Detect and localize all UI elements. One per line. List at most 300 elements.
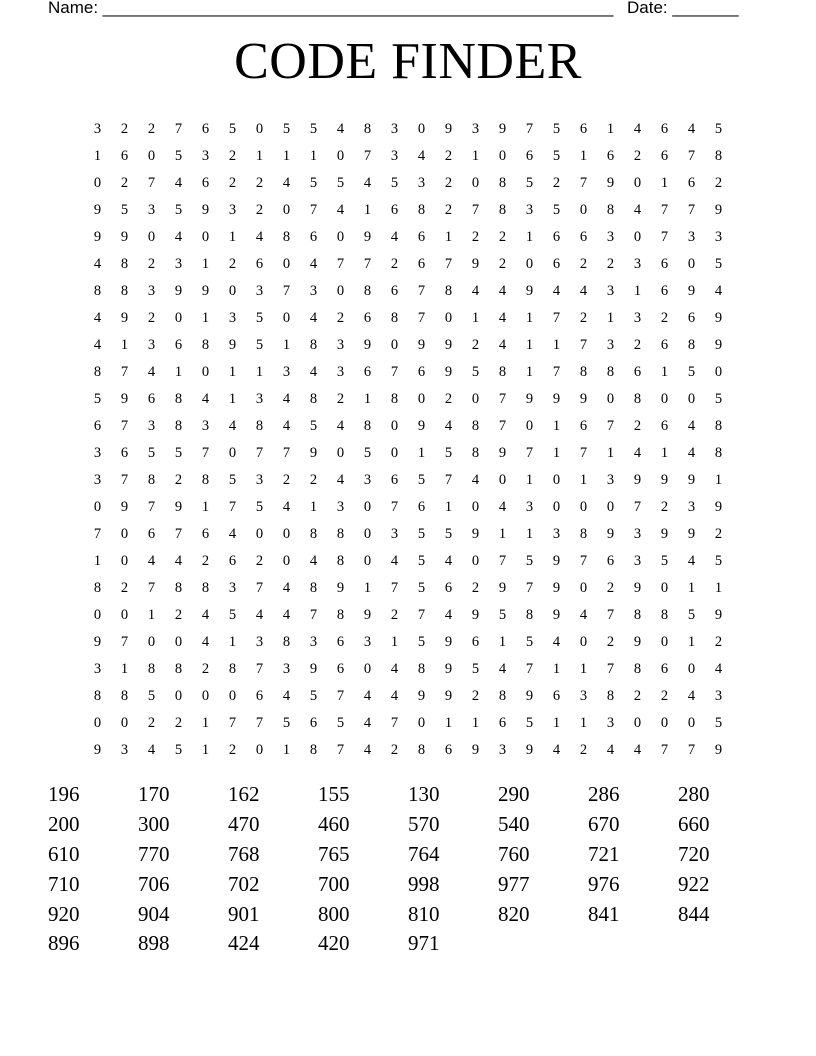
code-item: 765	[318, 841, 350, 866]
grid-cell: 3	[255, 634, 264, 650]
grid-cell: 4	[282, 688, 291, 704]
grid-cell: 1	[660, 364, 669, 380]
grid-cell: 8	[201, 472, 210, 488]
grid-cell: 5	[282, 715, 291, 731]
grid-cell: 5	[417, 472, 426, 488]
grid-cell: 1	[444, 229, 453, 245]
grid-cell: 0	[471, 553, 480, 569]
grid-cell: 7	[606, 661, 615, 677]
grid-cell: 6	[417, 256, 426, 272]
grid-cell: 3	[93, 661, 102, 677]
grid-cell: 8	[309, 526, 318, 542]
grid-cell: 6	[201, 175, 210, 191]
grid-cell: 4	[309, 310, 318, 326]
grid-cell: 4	[390, 661, 399, 677]
code-item: 760	[498, 841, 530, 866]
grid-cell: 2	[309, 472, 318, 488]
grid-cell: 7	[417, 607, 426, 623]
grid-cell: 4	[282, 499, 291, 515]
grid-cell: 1	[552, 661, 561, 677]
grid-cell: 7	[471, 202, 480, 218]
grid-cell: 4	[579, 607, 588, 623]
grid-cell: 6	[390, 202, 399, 218]
grid-cell: 4	[255, 607, 264, 623]
grid-cell: 1	[471, 148, 480, 164]
grid-cell: 4	[687, 445, 696, 461]
grid-cell: 7	[498, 553, 507, 569]
grid-cell: 9	[525, 742, 534, 758]
grid-cell: 0	[687, 661, 696, 677]
grid-cell: 4	[444, 607, 453, 623]
grid-cell: 8	[633, 661, 642, 677]
grid-cell: 2	[174, 607, 183, 623]
grid-cell: 0	[228, 283, 237, 299]
grid-cell: 8	[525, 607, 534, 623]
grid-cell: 4	[633, 742, 642, 758]
grid-row	[84, 656, 732, 683]
grid-cell: 6	[417, 499, 426, 515]
grid-row	[84, 548, 732, 575]
grid-cell: 2	[471, 688, 480, 704]
grid-cell: 6	[93, 418, 102, 434]
grid-cell: 0	[255, 526, 264, 542]
grid-cell: 1	[525, 337, 534, 353]
grid-cell: 5	[552, 121, 561, 137]
grid-cell: 3	[687, 499, 696, 515]
grid-cell: 3	[471, 121, 480, 137]
grid-cell: 7	[309, 607, 318, 623]
grid-cell: 5	[525, 553, 534, 569]
grid-cell: 7	[174, 526, 183, 542]
grid-cell: 2	[633, 688, 642, 704]
grid-cell: 1	[363, 202, 372, 218]
grid-cell: 2	[444, 175, 453, 191]
grid-cell: 3	[255, 391, 264, 407]
grid-cell: 1	[579, 661, 588, 677]
grid-cell: 1	[525, 364, 534, 380]
grid-cell: 1	[606, 121, 615, 137]
grid-cell: 4	[309, 256, 318, 272]
grid-cell: 4	[282, 607, 291, 623]
grid-cell: 1	[633, 283, 642, 299]
grid-row	[84, 170, 732, 197]
grid-cell: 2	[606, 580, 615, 596]
grid-cell: 6	[687, 310, 696, 326]
grid-cell: 1	[390, 634, 399, 650]
grid-cell: 4	[363, 715, 372, 731]
grid-cell: 0	[363, 553, 372, 569]
grid-cell: 0	[120, 553, 129, 569]
grid-cell: 8	[174, 661, 183, 677]
grid-cell: 8	[228, 661, 237, 677]
grid-cell: 0	[390, 445, 399, 461]
grid-cell: 8	[579, 526, 588, 542]
grid-cell: 7	[201, 445, 210, 461]
grid-cell: 4	[417, 148, 426, 164]
grid-cell: 5	[228, 472, 237, 488]
grid-row	[84, 413, 732, 440]
grid-cell: 0	[471, 499, 480, 515]
code-item: 424	[228, 931, 260, 956]
grid-cell: 8	[363, 418, 372, 434]
grid-cell: 4	[714, 661, 723, 677]
grid-cell: 2	[579, 742, 588, 758]
grid-cell: 7	[309, 202, 318, 218]
grid-cell: 9	[498, 580, 507, 596]
grid-cell: 8	[606, 364, 615, 380]
grid-cell: 4	[552, 634, 561, 650]
grid-cell: 8	[93, 283, 102, 299]
grid-cell: 7	[552, 364, 561, 380]
grid-cell: 2	[660, 688, 669, 704]
grid-cell: 2	[390, 607, 399, 623]
code-item: 130	[408, 782, 440, 807]
grid-cell: 9	[498, 445, 507, 461]
grid-cell: 9	[120, 499, 129, 515]
grid-cell: 8	[417, 742, 426, 758]
grid-cell: 8	[363, 121, 372, 137]
grid-cell: 6	[147, 391, 156, 407]
grid-cell: 4	[687, 688, 696, 704]
grid-cell: 7	[444, 472, 453, 488]
code-item: 300	[138, 812, 170, 837]
grid-cell: 0	[174, 310, 183, 326]
grid-cell: 1	[471, 310, 480, 326]
grid-cell: 0	[363, 526, 372, 542]
grid-cell: 9	[120, 391, 129, 407]
grid-cell: 0	[633, 175, 642, 191]
grid-cell: 7	[120, 364, 129, 380]
code-item: 162	[228, 782, 260, 807]
grid-cell: 7	[579, 337, 588, 353]
grid-cell: 3	[525, 202, 534, 218]
code-item: 660	[678, 812, 710, 837]
grid-row	[84, 467, 732, 494]
grid-cell: 5	[228, 121, 237, 137]
grid-cell: 6	[552, 229, 561, 245]
grid-cell: 1	[606, 310, 615, 326]
grid-cell: 5	[147, 688, 156, 704]
grid-cell: 8	[309, 391, 318, 407]
grid-cell: 9	[714, 499, 723, 515]
grid-cell: 0	[579, 202, 588, 218]
grid-cell: 5	[336, 175, 345, 191]
code-item: 200	[48, 812, 80, 837]
grid-cell: 0	[282, 310, 291, 326]
grid-cell: 1	[147, 607, 156, 623]
grid-row	[84, 278, 732, 305]
grid-cell: 7	[147, 499, 156, 515]
grid-cell: 5	[417, 634, 426, 650]
grid-cell: 1	[660, 445, 669, 461]
grid-cell: 3	[606, 472, 615, 488]
grid-cell: 4	[363, 742, 372, 758]
grid-cell: 5	[552, 148, 561, 164]
grid-cell: 7	[687, 202, 696, 218]
grid-cell: 6	[606, 553, 615, 569]
grid-cell: 6	[363, 310, 372, 326]
grid-cell: 3	[552, 526, 561, 542]
grid-cell: 5	[174, 742, 183, 758]
grid-cell: 9	[363, 229, 372, 245]
grid-cell: 8	[201, 580, 210, 596]
code-item: 706	[138, 871, 170, 896]
grid-row	[84, 224, 732, 251]
grid-cell: 3	[147, 418, 156, 434]
grid-cell: 0	[228, 445, 237, 461]
grid-cell: 9	[714, 337, 723, 353]
grid-cell: 2	[714, 526, 723, 542]
grid-cell: 6	[660, 256, 669, 272]
grid-cell: 4	[498, 499, 507, 515]
grid-cell: 4	[471, 283, 480, 299]
grid-cell: 9	[444, 121, 453, 137]
grid-cell: 7	[390, 580, 399, 596]
grid-cell: 7	[147, 175, 156, 191]
grid-cell: 6	[336, 661, 345, 677]
grid-cell: 9	[714, 742, 723, 758]
grid-cell: 2	[201, 553, 210, 569]
code-item: 470	[228, 812, 260, 837]
grid-cell: 5	[444, 526, 453, 542]
grid-cell: 5	[525, 175, 534, 191]
code-item: 841	[588, 901, 620, 926]
grid-cell: 7	[336, 742, 345, 758]
grid-cell: 1	[579, 715, 588, 731]
code-item: 810	[408, 901, 440, 926]
grid-row	[84, 737, 732, 764]
grid-cell: 0	[579, 634, 588, 650]
grid-cell: 7	[120, 634, 129, 650]
grid-cell: 8	[120, 283, 129, 299]
grid-cell: 1	[714, 472, 723, 488]
code-item: 670	[588, 812, 620, 837]
code-item: 977	[498, 871, 530, 896]
grid-cell: 8	[336, 526, 345, 542]
grid-cell: 7	[390, 499, 399, 515]
code-row	[48, 899, 768, 929]
grid-cell: 9	[309, 445, 318, 461]
grid-cell: 7	[525, 121, 534, 137]
grid-cell: 3	[363, 472, 372, 488]
grid-cell: 1	[444, 715, 453, 731]
grid-row	[84, 710, 732, 737]
grid-cell: 0	[606, 499, 615, 515]
grid-cell: 7	[120, 472, 129, 488]
grid-cell: 4	[606, 742, 615, 758]
grid-cell: 0	[660, 715, 669, 731]
code-row	[48, 810, 768, 840]
grid-cell: 8	[255, 418, 264, 434]
grid-cell: 9	[687, 472, 696, 488]
grid-cell: 4	[444, 418, 453, 434]
grid-cell: 1	[282, 337, 291, 353]
grid-cell: 1	[282, 148, 291, 164]
name-field-label: Name: ______________________________________________________	[48, 0, 614, 17]
grid-cell: 7	[444, 256, 453, 272]
grid-cell: 5	[525, 634, 534, 650]
grid-cell: 8	[120, 688, 129, 704]
grid-cell: 1	[660, 175, 669, 191]
grid-cell: 4	[552, 283, 561, 299]
grid-cell: 0	[120, 607, 129, 623]
grid-cell: 2	[552, 175, 561, 191]
grid-cell: 1	[525, 472, 534, 488]
grid-cell: 9	[552, 607, 561, 623]
grid-cell: 4	[228, 418, 237, 434]
grid-cell: 0	[633, 715, 642, 731]
grid-cell: 7	[336, 256, 345, 272]
grid-cell: 2	[228, 148, 237, 164]
grid-row	[84, 386, 732, 413]
code-item: 998	[408, 871, 440, 896]
grid-cell: 2	[390, 256, 399, 272]
grid-cell: 3	[498, 742, 507, 758]
grid-cell: 9	[444, 634, 453, 650]
grid-cell: 0	[147, 634, 156, 650]
grid-cell: 7	[120, 418, 129, 434]
grid-cell: 8	[309, 580, 318, 596]
grid-cell: 9	[417, 418, 426, 434]
grid-row	[84, 575, 732, 602]
grid-cell: 1	[120, 661, 129, 677]
grid-cell: 7	[255, 715, 264, 731]
grid-cell: 6	[255, 688, 264, 704]
grid-cell: 4	[282, 580, 291, 596]
grid-cell: 0	[174, 688, 183, 704]
grid-cell: 9	[93, 229, 102, 245]
grid-cell: 6	[660, 418, 669, 434]
code-item: 155	[318, 782, 350, 807]
grid-cell: 4	[498, 283, 507, 299]
code-item: 764	[408, 841, 440, 866]
grid-cell: 3	[93, 472, 102, 488]
grid-cell: 3	[633, 553, 642, 569]
grid-cell: 1	[201, 715, 210, 731]
grid-row	[84, 521, 732, 548]
grid-cell: 8	[498, 364, 507, 380]
code-item: 710	[48, 871, 80, 896]
grid-cell: 1	[93, 553, 102, 569]
grid-cell: 0	[525, 418, 534, 434]
grid-cell: 6	[309, 715, 318, 731]
grid-cell: 1	[120, 337, 129, 353]
grid-cell: 1	[363, 580, 372, 596]
grid-row	[84, 305, 732, 332]
grid-cell: 5	[174, 148, 183, 164]
grid-cell: 0	[552, 472, 561, 488]
grid-cell: 8	[633, 391, 642, 407]
grid-cell: 4	[282, 418, 291, 434]
code-item: 196	[48, 782, 80, 807]
grid-cell: 2	[147, 256, 156, 272]
grid-cell: 2	[606, 256, 615, 272]
grid-cell: 8	[363, 283, 372, 299]
grid-cell: 2	[282, 472, 291, 488]
grid-cell: 2	[444, 148, 453, 164]
grid-cell: 9	[174, 283, 183, 299]
grid-cell: 9	[633, 580, 642, 596]
grid-cell: 9	[93, 202, 102, 218]
code-item: 286	[588, 782, 620, 807]
grid-cell: 0	[687, 391, 696, 407]
grid-cell: 8	[714, 418, 723, 434]
grid-cell: 5	[120, 202, 129, 218]
grid-cell: 7	[336, 688, 345, 704]
grid-cell: 1	[498, 634, 507, 650]
grid-cell: 8	[579, 364, 588, 380]
grid-cell: 3	[147, 202, 156, 218]
grid-cell: 1	[363, 391, 372, 407]
grid-cell: 0	[147, 229, 156, 245]
grid-cell: 4	[93, 256, 102, 272]
grid-cell: 5	[471, 364, 480, 380]
grid-cell: 5	[390, 175, 399, 191]
grid-cell: 3	[525, 499, 534, 515]
code-item: 922	[678, 871, 710, 896]
grid-cell: 3	[714, 229, 723, 245]
code-item: 702	[228, 871, 260, 896]
code-row	[48, 780, 768, 810]
grid-cell: 9	[579, 391, 588, 407]
grid-cell: 3	[633, 256, 642, 272]
grid-cell: 1	[228, 229, 237, 245]
grid-cell: 8	[498, 175, 507, 191]
grid-cell: 0	[363, 661, 372, 677]
grid-cell: 1	[417, 445, 426, 461]
grid-cell: 7	[525, 580, 534, 596]
grid-cell: 6	[660, 121, 669, 137]
code-item: 976	[588, 871, 620, 896]
grid-cell: 8	[471, 445, 480, 461]
grid-cell: 6	[309, 229, 318, 245]
grid-cell: 8	[417, 202, 426, 218]
code-item: 898	[138, 931, 170, 956]
grid-cell: 9	[525, 283, 534, 299]
grid-cell: 9	[93, 634, 102, 650]
grid-cell: 6	[552, 688, 561, 704]
grid-cell: 3	[255, 472, 264, 488]
grid-cell: 8	[471, 418, 480, 434]
grid-cell: 2	[444, 202, 453, 218]
grid-cell: 6	[201, 526, 210, 542]
grid-cell: 7	[174, 121, 183, 137]
grid-cell: 5	[282, 121, 291, 137]
grid-cell: 1	[309, 499, 318, 515]
grid-cell: 0	[687, 256, 696, 272]
grid-cell: 7	[363, 148, 372, 164]
grid-cell: 2	[255, 175, 264, 191]
grid-cell: 9	[552, 580, 561, 596]
grid-cell: 8	[606, 202, 615, 218]
grid-cell: 6	[498, 715, 507, 731]
grid-cell: 5	[525, 715, 534, 731]
grid-row	[84, 629, 732, 656]
grid-cell: 6	[660, 661, 669, 677]
grid-cell: 8	[714, 148, 723, 164]
code-item: 721	[588, 841, 620, 866]
grid-cell: 6	[579, 121, 588, 137]
grid-cell: 6	[633, 364, 642, 380]
grid-cell: 0	[282, 202, 291, 218]
grid-cell: 1	[552, 337, 561, 353]
grid-cell: 0	[633, 229, 642, 245]
grid-cell: 2	[498, 256, 507, 272]
grid-cell: 4	[174, 553, 183, 569]
grid-cell: 4	[471, 472, 480, 488]
grid-cell: 2	[579, 256, 588, 272]
grid-cell: 3	[93, 121, 102, 137]
